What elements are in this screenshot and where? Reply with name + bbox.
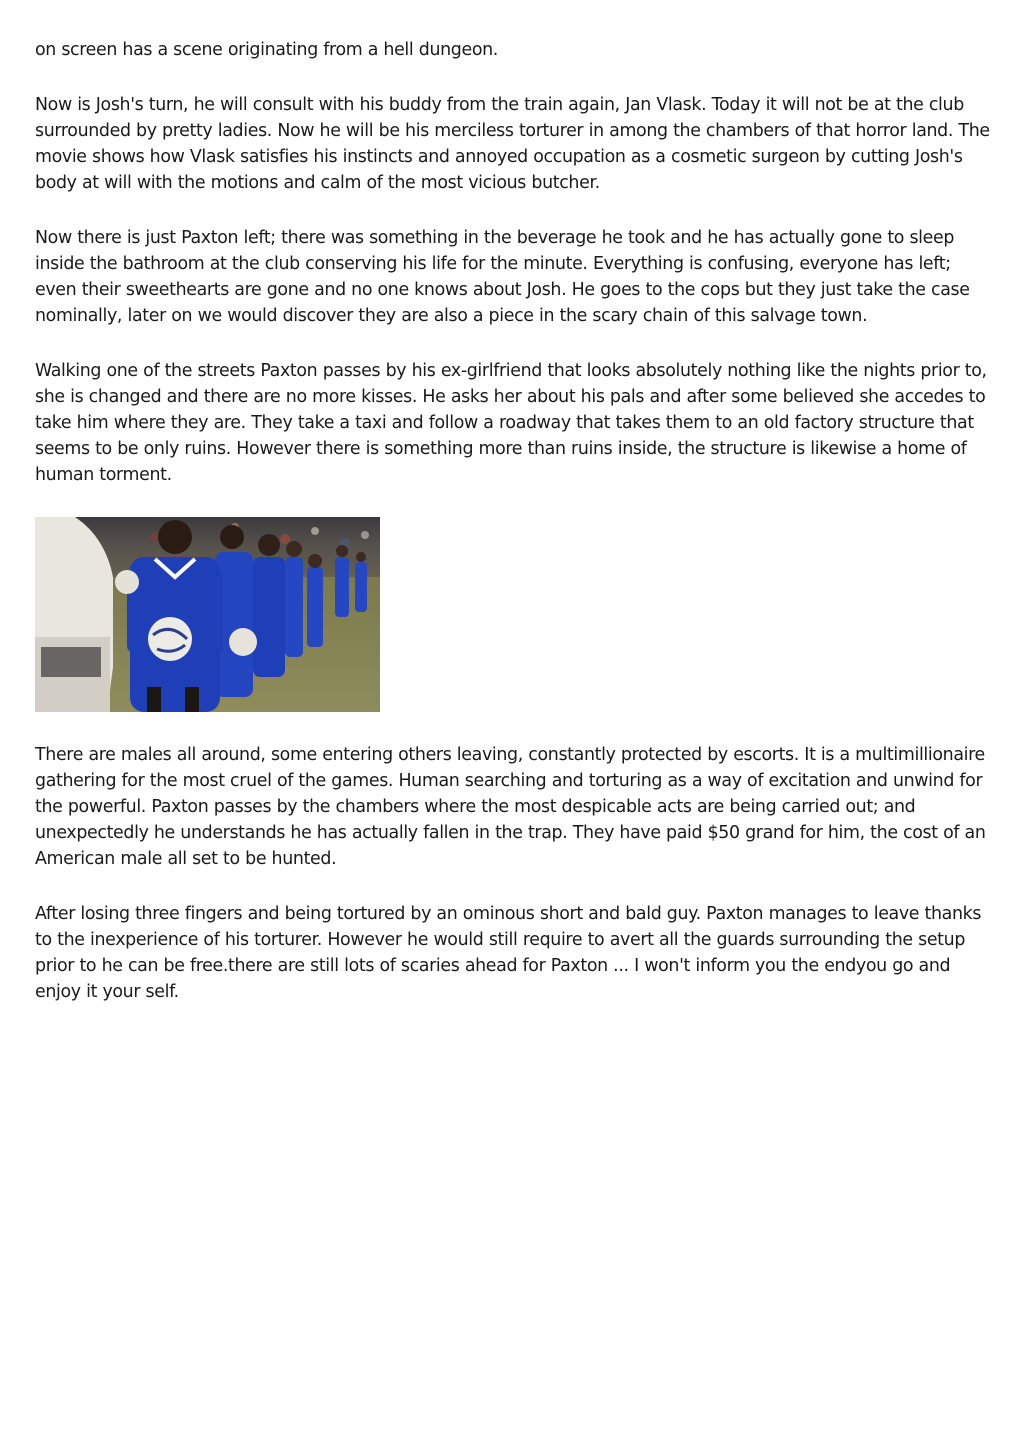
paragraph: Now is Josh's turn, he will consult with his buddy from the train again, Jan Vlask. Today it will not be at the club surrounded by pretty ladies. Now he will be his merciless torturer in among the chambers of that horror land. The movie shows how Vlask satisfies his instincts and annoyed occupation as a cosmetic surgeon by cutting Josh's body at will with the motions and calm of the most vicious butcher. bbox=[35, 95, 990, 193]
photo-illustration bbox=[35, 517, 380, 712]
paragraph: Now there is just Paxton left; there was something in the beverage he took and he has actually gone to sleep inside the bathroom at the club conserving his life for the minute. Everything is confusing, everyone has left; even their sweethearts are gone and no one knows about Josh. He goes to the cops but they just take the case nominally, later on we would discover they are also a piece in the scary chain of this salvage town. bbox=[35, 228, 970, 326]
document-body bbox=[35, 37, 995, 1034]
paragraph: After losing three fingers and being tortured by an ominous short and bald guy. Paxton manages to leave thanks to the inexperience of his torturer. However he would still require to avert all the guards surrounding the setup prior to he can be free.there are still lots of scaries ahead for Paxton ... I won't inform you the endyou go and enjoy it your self. bbox=[35, 904, 982, 1002]
paragraph: Walking one of the streets Paxton passes by his ex-girlfriend that looks absolutely nothing like the nights prior to, she is changed and there are no more kisses. He asks her about his pals and after some believed she accedes to take him where they are. They take a taxi and follow a roadway that takes them to an old factory structure that seems to be only ruins. However there is something more than ruins inside, the structure is likewise a home of human torment. bbox=[35, 361, 987, 485]
paragraph: There are males all around, some entering others leaving, constantly protected by escorts. It is a multimillionaire gathering for the most cruel of the games. Human searching and torturing as a way of excitation and unwind for the powerful. Paxton passes by the chambers where the most despicable acts are being carried out; and unexpectedly he understands he has actually fallen in the trap. They have paid $50 grand for him, the cost of an American male all set to be hunted. bbox=[35, 745, 986, 869]
paragraph: on screen has a scene originating from a hell dungeon. bbox=[35, 40, 498, 60]
soccer-players-photo bbox=[35, 517, 380, 712]
